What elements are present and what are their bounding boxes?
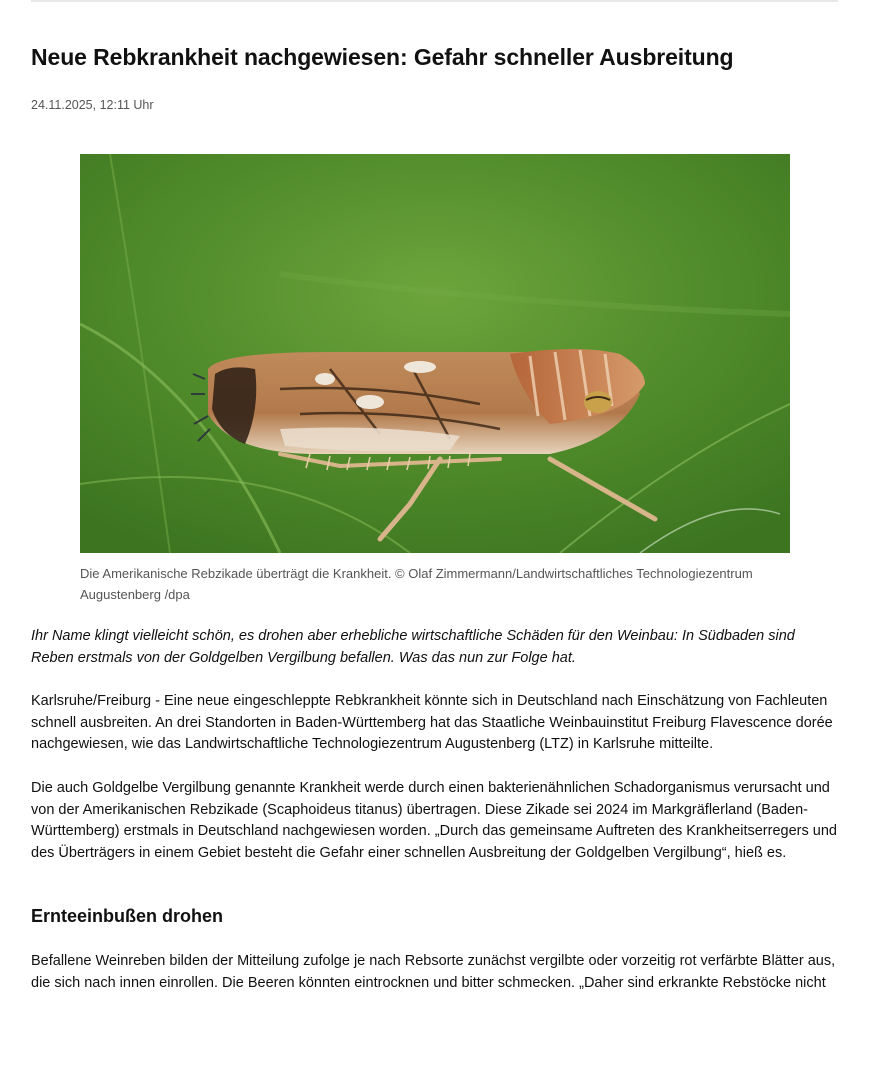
- image-caption: Die Amerikanische Rebzikade überträgt die Krankheit. © Olaf Zimmermann/Landwirtschaftliches Technologiezentrum Augustenberg /dpa: [80, 566, 753, 602]
- article-paragraph: Befallene Weinreben bilden der Mitteilung zufolge je nach Rebsorte zunächst vergilbte oder vorzeitig rot verfärbte Blätter aus, die sich nach innen einrollen. Die Beeren könnten eintrocknen und bitter schmecken. „Daher sind erkrankte Rebstöcke nicht: [31, 953, 836, 991]
- top-divider: [31, 0, 838, 2]
- article-title: Neue Rebkrankheit nachgewiesen: Gefahr schneller Ausbreitung: [31, 44, 734, 70]
- article-paragraph: Die auch Goldgelbe Vergilbung genannte Krankheit werde durch einen bakterienähnlichen Schadorganismus verursacht und von der Amerikanischen Rebzikade (Scaphoideus titanus) übertragen. Diese Zikade sei 2024 im Markgräflerland (Baden-Württemberg) erstmals in Deutschland nachgewiesen worden. „Durch das gemeinsame Auftreten des Krankheitserregers und des Überträgers in einem Gebiet besteht die Gefahr einer schnellen Ausbreitung der Goldgelben Vergilbung“, hieß es.: [31, 780, 837, 862]
- article-figure: [80, 154, 790, 605]
- section-heading: Ernteeinbußen drohen: [31, 906, 224, 926]
- leafhopper-photo[interactable]: [80, 154, 790, 553]
- article-paragraph: Karlsruhe/Freiburg - Eine neue eingeschleppte Rebkrankheit könnte sich in Deutschland nach Einschätzung von Fachleuten schnell ausbreiten. An drei Standorten in Baden-Württemberg hat das Staatliche Weinbauinstitut Freiburg Flavescence dorée nachgewiesen, wie das Landwirtschaftliche Technologiezentrum Augustenberg (LTZ) in Karlsruhe mitteilte.: [31, 693, 833, 753]
- article-lead: Ihr Name klingt vielleicht schön, es drohen aber erhebliche wirtschaftliche Schäden für den Weinbau: In Südbaden sind Reben erstmals von der Goldgelben Vergilbung befallen. Was das nun zur Folge hat.: [31, 628, 795, 666]
- publish-date: 24.11.2025, 12:11 Uhr: [31, 98, 154, 112]
